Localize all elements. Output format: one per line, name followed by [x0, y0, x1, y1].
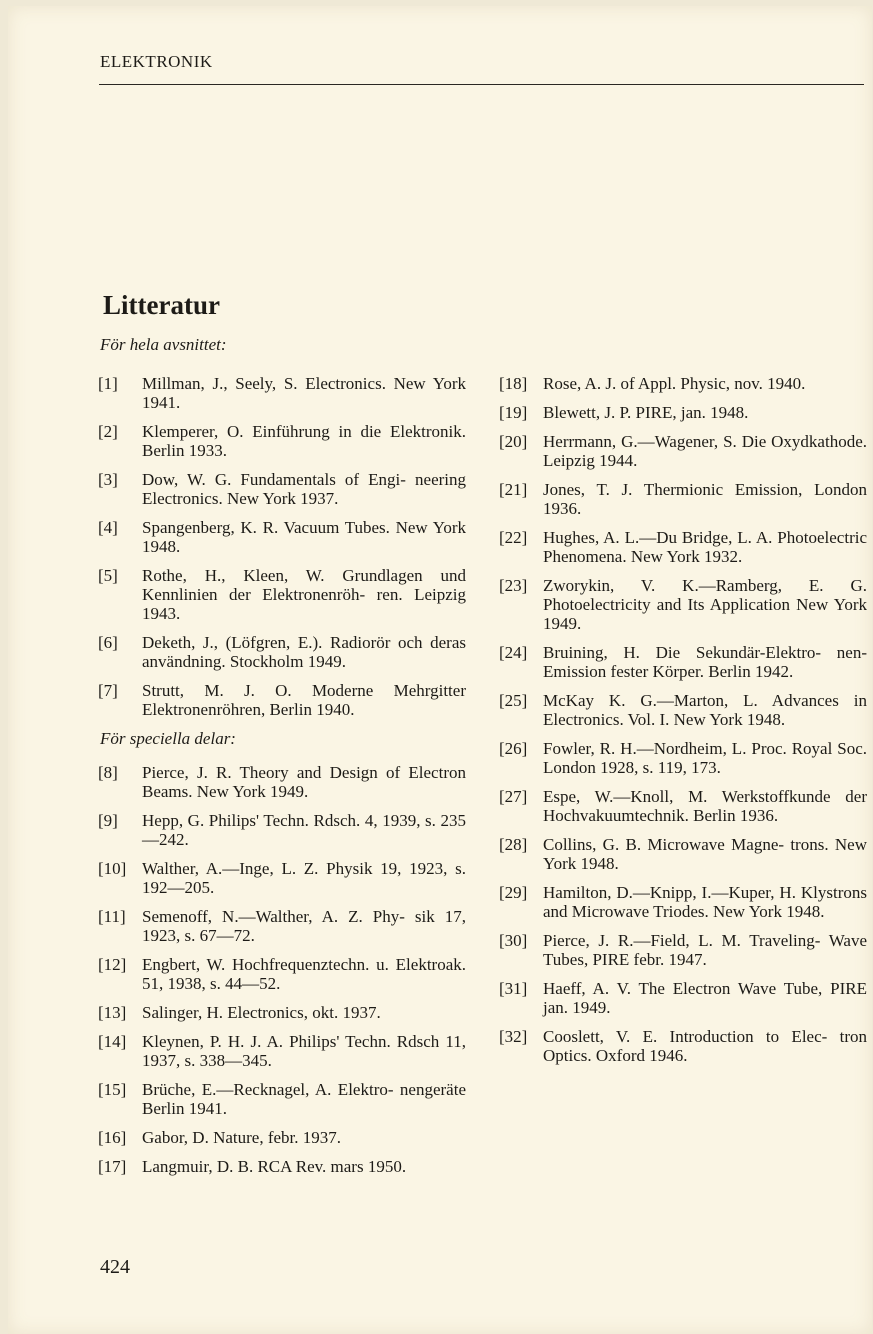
reference-number: [29]: [499, 883, 528, 902]
reference-text: Salinger, H. Electronics, okt. 1937.: [142, 1003, 381, 1022]
reference-text: Blewett, J. P. PIRE, jan. 1948.: [543, 403, 749, 422]
reference-text: Hamilton, D.—Knipp, I.—Kuper, H. Klystrons and Microwave Triodes. New York 1948.: [543, 883, 867, 921]
reference-entry: [499, 931, 867, 969]
reference-entry: [499, 480, 867, 518]
section-heading-general: För hela avsnittet:: [100, 335, 227, 354]
reference-text: Herrmann, G.—Wagener, S. Die Oxydkathode. Leipzig 1944.: [543, 432, 867, 470]
reference-entry: [499, 835, 867, 873]
reference-entry: [98, 374, 466, 412]
right-column: [499, 374, 867, 1075]
header-rule: [99, 84, 864, 85]
reference-entry: [98, 422, 466, 460]
reference-entry: [499, 691, 867, 729]
reference-number: [19]: [499, 403, 528, 422]
reference-list-general: [98, 374, 466, 719]
reference-text: Gabor, D. Nature, febr. 1937.: [142, 1128, 342, 1147]
reference-entry: [98, 811, 466, 849]
reference-entry: [98, 633, 466, 671]
reference-number: [25]: [499, 691, 528, 710]
reference-text: Rose, A. J. of Appl. Physic, nov. 1940.: [543, 374, 806, 393]
reference-text: Hepp, G. Philips' Techn. Rdsch. 4, 1939, s. 235—242.: [142, 811, 466, 849]
reference-number: [18]: [499, 374, 528, 393]
reference-number: [32]: [499, 1027, 528, 1046]
reference-entry: [98, 681, 466, 719]
page-title: Litteratur: [103, 290, 220, 320]
reference-list-continued: [499, 374, 867, 1065]
reference-entry: [499, 1027, 867, 1065]
reference-entry: [499, 787, 867, 825]
reference-number: [20]: [499, 432, 528, 451]
reference-text: Rothe, H., Kleen, W. Grundlagen und Kennlinien der Elektronenröh- ren. Leipzig 1943.: [142, 566, 466, 623]
reference-number: [28]: [499, 835, 528, 854]
reference-text: Klemperer, O. Einführung in die Elektronik. Berlin 1933.: [142, 422, 466, 460]
reference-number: [22]: [499, 528, 528, 547]
reference-text: Kleynen, P. H. J. A. Philips' Techn. Rdsch 11, 1937, s. 338—345.: [142, 1032, 466, 1070]
reference-number: [26]: [499, 739, 528, 758]
reference-number: [31]: [499, 979, 528, 998]
reference-text: Collins, G. B. Microwave Magne- trons. New York 1948.: [543, 835, 867, 873]
reference-text: Zworykin, V. K.—Ramberg, E. G. Photoelectricity and Its Application New York 1949.: [543, 576, 867, 633]
reference-entry: [499, 528, 867, 566]
reference-entry: [499, 432, 867, 470]
book-page: [8, 6, 872, 1334]
reference-entry: [98, 859, 466, 897]
reference-number: [1]: [98, 374, 118, 393]
reference-number: [30]: [499, 931, 528, 950]
left-column: [98, 335, 466, 1186]
reference-entry: [499, 374, 867, 393]
reference-text: Haeff, A. V. The Electron Wave Tube, PIRE jan. 1949.: [543, 979, 867, 1017]
running-head: ELEKTRONIK: [100, 52, 213, 71]
reference-entry: [98, 518, 466, 556]
reference-text: Espe, W.—Knoll, M. Werkstoffkunde der Hochvakuumtechnik. Berlin 1936.: [543, 787, 867, 825]
reference-text: Langmuir, D. B. RCA Rev. mars 1950.: [142, 1157, 407, 1176]
reference-entry: [499, 403, 867, 422]
reference-entry: [499, 739, 867, 777]
reference-text: Engbert, W. Hochfrequenztechn. u. Elektroak. 51, 1938, s. 44—52.: [142, 955, 466, 993]
reference-text: Bruining, H. Die Sekundär-Elektro- nen-Emission fester Körper. Berlin 1942.: [543, 643, 867, 681]
reference-text: Hughes, A. L.—Du Bridge, L. A. Photoelectric Phenomena. New York 1932.: [543, 528, 867, 566]
reference-text: Millman, J., Seely, S. Electronics. New York 1941.: [142, 374, 466, 412]
reference-entry: [98, 1128, 466, 1147]
section-heading-special: För speciella delar:: [100, 729, 236, 748]
reference-text: Walther, A.—Inge, L. Z. Physik 19, 1923, s. 192—205.: [142, 859, 466, 897]
reference-entry: [98, 907, 466, 945]
reference-entry: [98, 566, 466, 623]
reference-number: [12]: [98, 955, 127, 974]
reference-number: [4]: [98, 518, 118, 537]
reference-text: Pierce, J. R.—Field, L. M. Traveling- Wave Tubes, PIRE febr. 1947.: [543, 931, 867, 969]
reference-entry: [98, 1157, 466, 1176]
reference-number: [10]: [98, 859, 127, 878]
reference-number: [9]: [98, 811, 118, 830]
reference-text: Pierce, J. R. Theory and Design of Electron Beams. New York 1949.: [142, 763, 466, 801]
reference-entry: [98, 955, 466, 993]
reference-text: Spangenberg, K. R. Vacuum Tubes. New York 1948.: [142, 518, 466, 556]
reference-entry: [98, 1032, 466, 1070]
reference-text: Dow, W. G. Fundamentals of Engi- neering Electronics. New York 1937.: [142, 470, 466, 508]
reference-number: [13]: [98, 1003, 127, 1022]
reference-text: Cooslett, V. E. Introduction to Elec- tron Optics. Oxford 1946.: [543, 1027, 867, 1065]
reference-text: McKay K. G.—Marton, L. Advances in Electronics. Vol. I. New York 1948.: [543, 691, 867, 729]
reference-entry: [98, 1080, 466, 1118]
reference-number: [14]: [98, 1032, 127, 1051]
reference-number: [23]: [499, 576, 528, 595]
reference-entry: [499, 643, 867, 681]
reference-number: [27]: [499, 787, 528, 806]
reference-entry: [499, 576, 867, 633]
reference-text: Strutt, M. J. O. Moderne Mehrgitter Elektronenröhren, Berlin 1940.: [142, 681, 466, 719]
reference-text: Jones, T. J. Thermionic Emission, London 1936.: [543, 480, 867, 518]
reference-text: Brüche, E.—Recknagel, A. Elektro- nengeräte Berlin 1941.: [142, 1080, 466, 1118]
reference-text: Deketh, J., (Löfgren, E.). Radiorör och deras användning. Stockholm 1949.: [142, 633, 466, 671]
reference-number: [5]: [98, 566, 118, 585]
reference-number: [3]: [98, 470, 118, 489]
reference-number: [6]: [98, 633, 118, 652]
reference-number: [2]: [98, 422, 118, 441]
reference-number: [15]: [98, 1080, 127, 1099]
reference-entry: [499, 883, 867, 921]
reference-entry: [98, 470, 466, 508]
reference-number: [8]: [98, 763, 118, 782]
page-number: 424: [100, 1256, 130, 1278]
reference-number: [21]: [499, 480, 528, 499]
reference-number: [11]: [98, 907, 126, 926]
reference-entry: [98, 1003, 466, 1022]
reference-entry: [499, 979, 867, 1017]
reference-number: [24]: [499, 643, 528, 662]
reference-text: Fowler, R. H.—Nordheim, L. Proc. Royal Soc. London 1928, s. 119, 173.: [543, 739, 867, 777]
reference-number: [7]: [98, 681, 118, 700]
reference-entry: [98, 763, 466, 801]
reference-number: [16]: [98, 1128, 127, 1147]
reference-text: Semenoff, N.—Walther, A. Z. Phy- sik 17, 1923, s. 67—72.: [142, 907, 466, 945]
reference-number: [17]: [98, 1157, 127, 1176]
reference-list-special: [98, 763, 466, 1176]
